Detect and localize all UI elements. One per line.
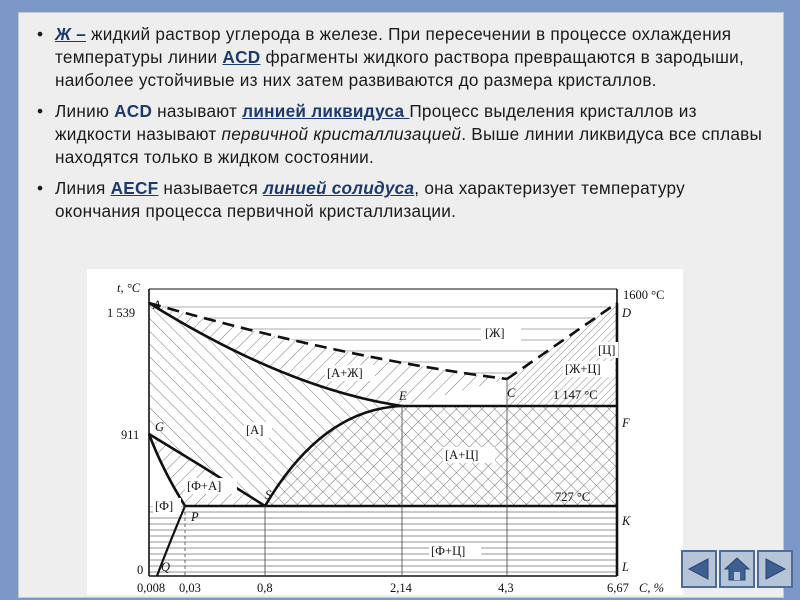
term-acd: ACD [114, 101, 153, 121]
home-button[interactable] [719, 550, 755, 588]
x-tick-667: 6,67 [607, 581, 629, 595]
bullet-text: фрагменты жидкого раствора превращаются в зародыши, наиболее устойчивые из них затем развиваются до размера кристаллов. [55, 47, 745, 90]
term-aecf: AECF [110, 178, 159, 198]
bullet-liquid-solution [33, 23, 773, 92]
point-a: A [153, 298, 161, 312]
prev-slide-button[interactable] [681, 550, 717, 588]
term-zh: Ж – [55, 24, 87, 44]
x-tick-43: 4,3 [498, 581, 514, 595]
region-cementite: [Ц] [598, 343, 616, 357]
slide [18, 12, 784, 598]
bullet-text: . Выше линии ликвидуса все сплавы находятся только в жидком состоянии. [55, 124, 763, 167]
x-tick-0008: 0,008 [137, 581, 166, 595]
term-primary-crystallization: первичной кристаллизацией [221, 124, 462, 144]
point-s: S [265, 488, 272, 502]
bullet-text: жидкий раствор углерода в железе. При пересечении в процессе охлаждения температуры линии [55, 24, 732, 67]
phase-diagram-svg [87, 269, 683, 595]
bullet-text: называют [152, 101, 243, 121]
term-acd: ACD [222, 47, 261, 67]
bullet-marker: • [37, 101, 44, 121]
point-e: E [399, 389, 407, 403]
temp-0: 0 [137, 563, 144, 577]
point-f: F [622, 416, 630, 430]
x-tick-003: 0,03 [179, 581, 201, 595]
region-austenite: [А] [246, 423, 264, 437]
temp-727: 727 °C [555, 490, 591, 504]
region-liquid: [Ж] [485, 326, 505, 340]
bullet-text: называется [158, 178, 264, 198]
x-axis-unit: C, % [639, 581, 664, 595]
bullet-marker: • [37, 178, 44, 198]
bullet-liquidus [33, 100, 773, 169]
bullet-text: , она характеризует температуру окончания процесса первичной кристаллизации. [55, 178, 685, 221]
bullet-text: Процесс выделения кристаллов из жидкости называют [55, 101, 697, 144]
y-axis-label: t, °C [117, 281, 141, 295]
point-p: P [191, 510, 199, 524]
region-austenite-liquid: [А+Ж] [327, 366, 363, 380]
region-austenite-cementite: [А+Ц] [445, 448, 479, 462]
region-ferrite-cementite: [Ф+Ц] [431, 544, 466, 558]
point-g: G [155, 420, 165, 434]
region-liquid-cementite: [Ж+Ц] [565, 362, 601, 376]
point-c: C [507, 386, 516, 400]
next-slide-button[interactable] [757, 550, 793, 588]
bullet-solidus [33, 177, 773, 223]
x-tick-214: 2,14 [390, 581, 412, 595]
point-l: L [622, 560, 629, 574]
bullet-marker: • [37, 24, 44, 44]
region-ferrite: [Ф] [155, 499, 174, 513]
temp-911: 911 [121, 428, 140, 442]
region-ferrite-austenite: [Ф+А] [187, 479, 222, 493]
iron-carbon-diagram [87, 269, 683, 595]
point-k: K [622, 514, 631, 528]
arrow-left-icon [686, 556, 712, 582]
bullet-text: Линию [55, 101, 115, 121]
bullet-text: Линия [55, 178, 111, 198]
term-solidus: линией солидуса [263, 178, 415, 198]
temp-1539: 1 539 [107, 306, 136, 320]
term-liquidus: линией ликвидуса [242, 101, 410, 121]
home-icon [723, 555, 751, 583]
point-d: D [622, 306, 632, 320]
point-q: Q [161, 560, 171, 574]
arrow-right-icon [762, 556, 788, 582]
x-tick-08: 0,8 [257, 581, 273, 595]
temp-1147: 1 147 °C [553, 388, 598, 402]
bullet-list [33, 23, 773, 231]
region-ferrite-cementite-fill [149, 506, 617, 576]
temp-1600: 1600 °C [623, 288, 665, 302]
slide-navigation [681, 550, 797, 594]
